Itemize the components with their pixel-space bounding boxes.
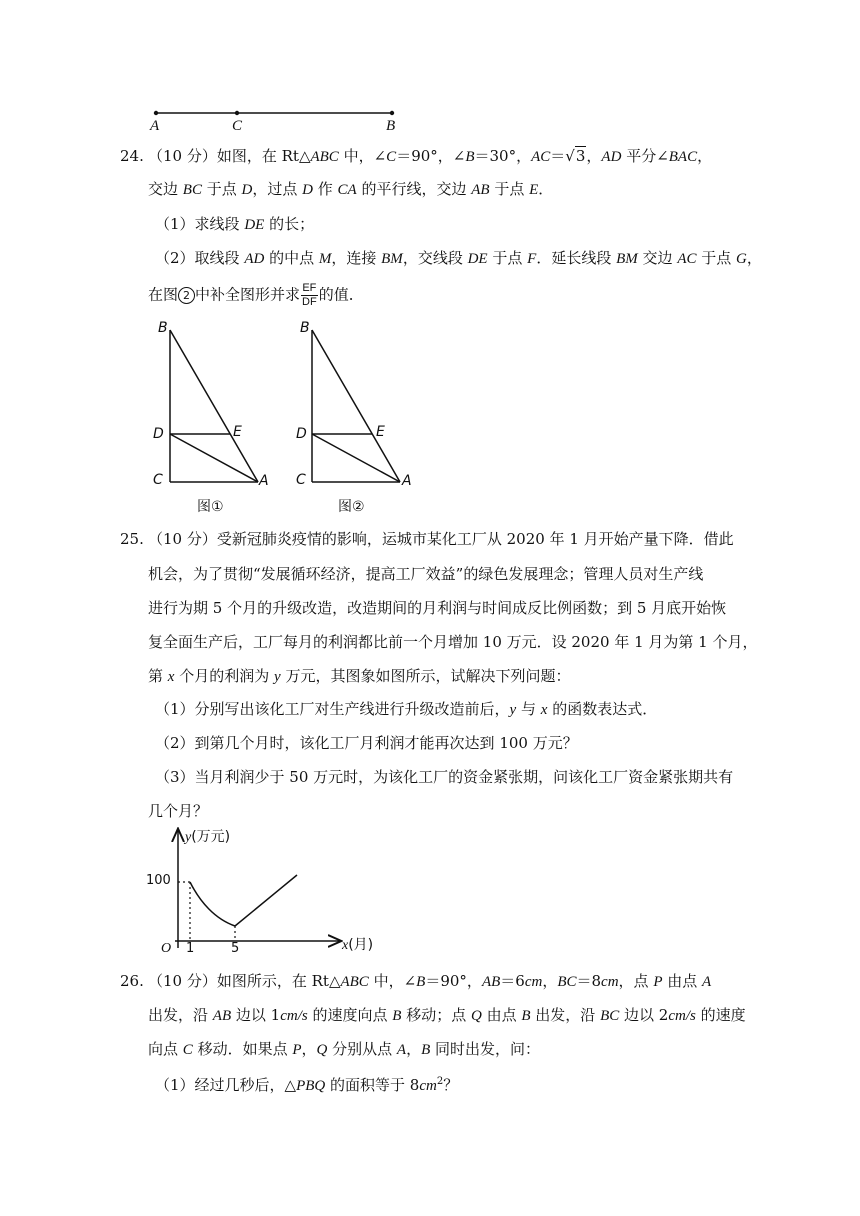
graph-origin: O xyxy=(161,941,172,956)
fig1-label-e: E xyxy=(233,424,242,440)
graph-ylabel: y(万元) xyxy=(185,829,231,845)
q25-part-1: （1）分别写出该化工厂对生产线进行升级改造前后，y 与 x 的函数表达式． xyxy=(155,700,658,718)
q26-part-1: （1）经过几秒后，△PBQ 的面积等于 $8cm^2$？ xyxy=(155,1076,459,1094)
q24-line-2: 交边 BC 于点 D，过点 D 作 CA 的平行线，交边 AB 于点 E． xyxy=(148,180,554,198)
fig2-label-d: D xyxy=(296,426,307,442)
fig2-label-e: E xyxy=(376,424,385,440)
fig1-label-a: A xyxy=(259,473,269,489)
point-b-dot xyxy=(390,111,394,115)
q26-line-2: 出发，沿 AB 边以 1cm/s 的速度向点 B 移动；点 Q 由点 B 出发，沿 BC 边以 2cm/s 的速度 xyxy=(148,1006,746,1024)
fig1-label-b: B xyxy=(158,320,168,336)
point-c-dot xyxy=(235,111,239,115)
q24-part-2: （2）取线段 AD 的中点 M，连接 BM，交线段 DE 于点 F．延长线段 BM 交边 AC 于点 G， xyxy=(155,249,762,267)
fig1-caption: 图① xyxy=(197,499,224,515)
segment-label-b: B xyxy=(386,118,396,134)
graph-tick-1: 1 xyxy=(186,941,195,956)
segment-figure xyxy=(140,100,410,140)
fig2-label-a: A xyxy=(402,473,412,489)
q25-line-1: （10 分）受新冠肺炎疫情的影响，运城市某化工厂从 2020 年 1 月开始产量下降．借此 xyxy=(148,530,734,548)
q24-number: 24. xyxy=(120,147,144,165)
q25-number: 25. xyxy=(120,530,144,548)
linear-segment xyxy=(235,875,297,926)
q26-line-3: 向点 C 移动．如果点 P，Q 分别从点 A，B 同时出发，问： xyxy=(148,1040,541,1058)
fraction-ef-df: $\frac{EF}{DF}$ xyxy=(302,282,317,308)
inverse-curve xyxy=(190,882,235,926)
q26-number: 26. xyxy=(120,972,144,990)
q25-part-2: （2）到第几个月时，该化工厂月利润才能再次达到 100 万元？ xyxy=(155,734,578,752)
q25-line-2: 机会，为了贯彻“发展循环经济，提高工厂效益”的绿色发展理念；管理人员对生产线 xyxy=(148,565,704,583)
q25-line-4: 复全面生产后，工厂每月的利润都比前一个月增加 10 万元．设 2020 年 1 月为第 1 个月， xyxy=(148,633,758,651)
fig1-label-c: C xyxy=(153,472,163,488)
point-a-dot xyxy=(154,111,158,115)
q25-line-3: 进行为期 5 个月的升级改造，改造期间的月利润与时间成反比例函数；到 5 月底开始恢 xyxy=(148,599,727,617)
q25-part-3-cont: 几个月？ xyxy=(148,802,209,820)
q24-part-2-cont: 在图 2 中补全图形并求 $\frac{EF}{DF}$ 的值． xyxy=(148,282,364,308)
q24-part-1: （1）求线段 DE 的长； xyxy=(155,215,315,233)
q26-line-1: （10 分）如图所示，在 Rt△ABC 中，∠B＝90°，AB＝6cm，BC＝8cm，点 P 由点 A xyxy=(148,972,712,990)
segment-label-a: A xyxy=(150,118,160,134)
fig1-label-d: D xyxy=(153,426,164,442)
q24-line-1: （10 分）如图，在 Rt△ABC 中，∠C＝90°，∠B＝30°，AC＝√3，AD 平分∠BAC， xyxy=(148,147,713,165)
circled-number: 2 xyxy=(178,287,195,304)
fig2-caption: 图② xyxy=(338,499,365,515)
q25-part-3: （3）当月利润少于 50 万元时，为该化工厂的资金紧张期，问该化工厂资金紧张期共有 xyxy=(155,768,734,786)
graph-xlabel: x(月) xyxy=(342,937,374,953)
graph-tick-100: 100 xyxy=(146,873,171,888)
fig2-label-c: C xyxy=(296,472,306,488)
segment-label-c: C xyxy=(232,118,243,134)
graph-tick-5: 5 xyxy=(231,941,240,956)
fig2-label-b: B xyxy=(300,320,310,336)
q25-line-5: 第 x 个月的利润为 y 万元，其图象如图所示，试解决下列问题： xyxy=(148,667,571,685)
